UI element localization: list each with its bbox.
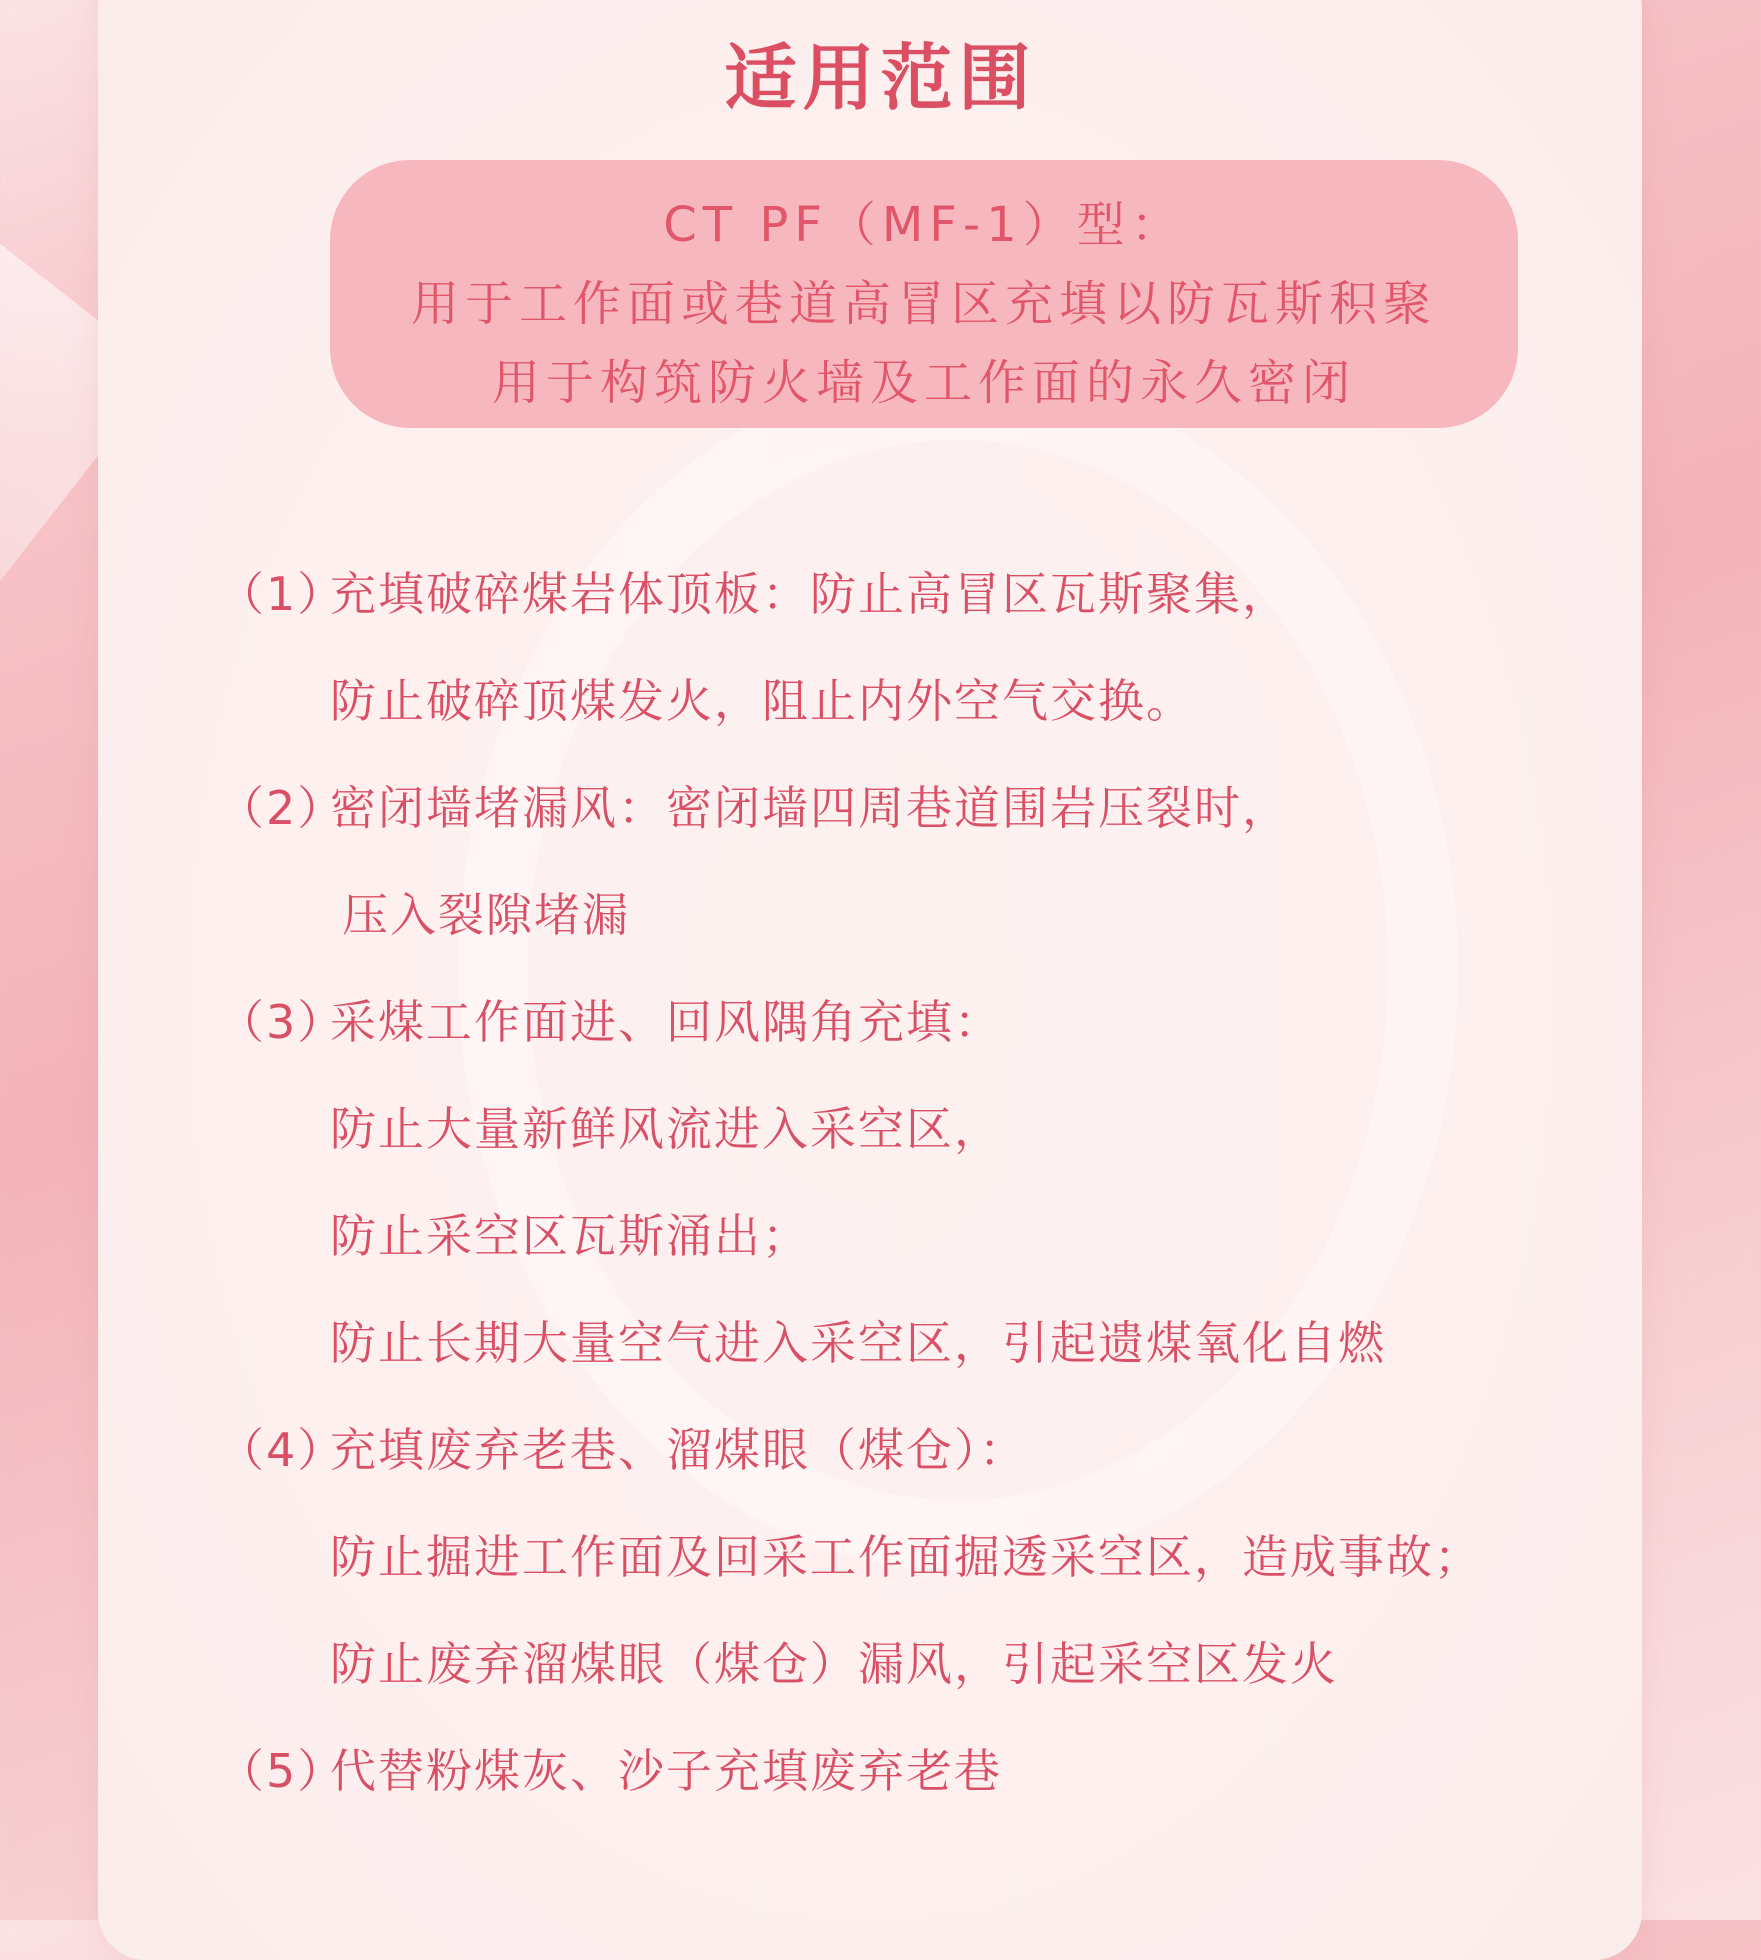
item-text: 防止掘进工作面及回采工作面掘透采空区，造成事故； xyxy=(330,1530,1482,1584)
list-item xyxy=(218,1412,1618,1519)
model-use-2: 用于构筑防火墙及工作面的永久密闭 xyxy=(491,355,1356,411)
list-item-continuation xyxy=(218,1091,1618,1198)
list-item xyxy=(218,770,1618,877)
list-item xyxy=(218,984,1618,1091)
item-text: 密闭墙堵漏风：密闭墙四周巷道围岩压裂时， xyxy=(330,781,1290,835)
item-number: （5） xyxy=(218,1744,346,1798)
model-use-1: 用于工作面或巷道高冒区充填以防瓦斯积聚 xyxy=(410,276,1437,332)
list-item-continuation xyxy=(218,1305,1618,1412)
item-number: （2） xyxy=(218,781,346,835)
page-title: 适用范围 xyxy=(724,36,1037,120)
item-text: 防止采空区瓦斯涌出； xyxy=(330,1209,810,1263)
item-text: 防止破碎顶煤发火，阻止内外空气交换。 xyxy=(330,674,1194,728)
list-item-continuation xyxy=(218,877,1618,984)
item-number: （1） xyxy=(218,567,346,621)
list-item xyxy=(218,1733,1618,1840)
item-text: 防止大量新鲜风流进入采空区， xyxy=(330,1102,1002,1156)
list-item-continuation xyxy=(218,1198,1618,1305)
item-text: 防止废弃溜煤眼（煤仓）漏风，引起采空区发火 xyxy=(330,1637,1338,1691)
model-name: CT PF（MF-1）型： xyxy=(663,197,1185,253)
item-text: 充填破碎煤岩体顶板：防止高冒区瓦斯聚集， xyxy=(330,567,1290,621)
item-text: 充填废弃老巷、溜煤眼（煤仓）： xyxy=(330,1423,1027,1477)
list-item-continuation xyxy=(218,1626,1618,1733)
list-item xyxy=(218,556,1618,663)
item-number: （4） xyxy=(218,1423,346,1477)
item-text: 代替粉煤灰、沙子充填废弃老巷 xyxy=(330,1744,1002,1798)
list-item-continuation xyxy=(218,663,1618,770)
item-text: 采煤工作面进、回风隅角充填： xyxy=(330,995,1002,1049)
list-item-continuation xyxy=(218,1519,1618,1626)
scope-list xyxy=(218,556,1618,1840)
item-text: 压入裂隙堵漏 xyxy=(342,888,630,942)
item-number: （3） xyxy=(218,995,346,1049)
item-text: 防止长期大量空气进入采空区，引起遗煤氧化自燃 xyxy=(330,1316,1386,1370)
model-info-box xyxy=(330,160,1518,428)
